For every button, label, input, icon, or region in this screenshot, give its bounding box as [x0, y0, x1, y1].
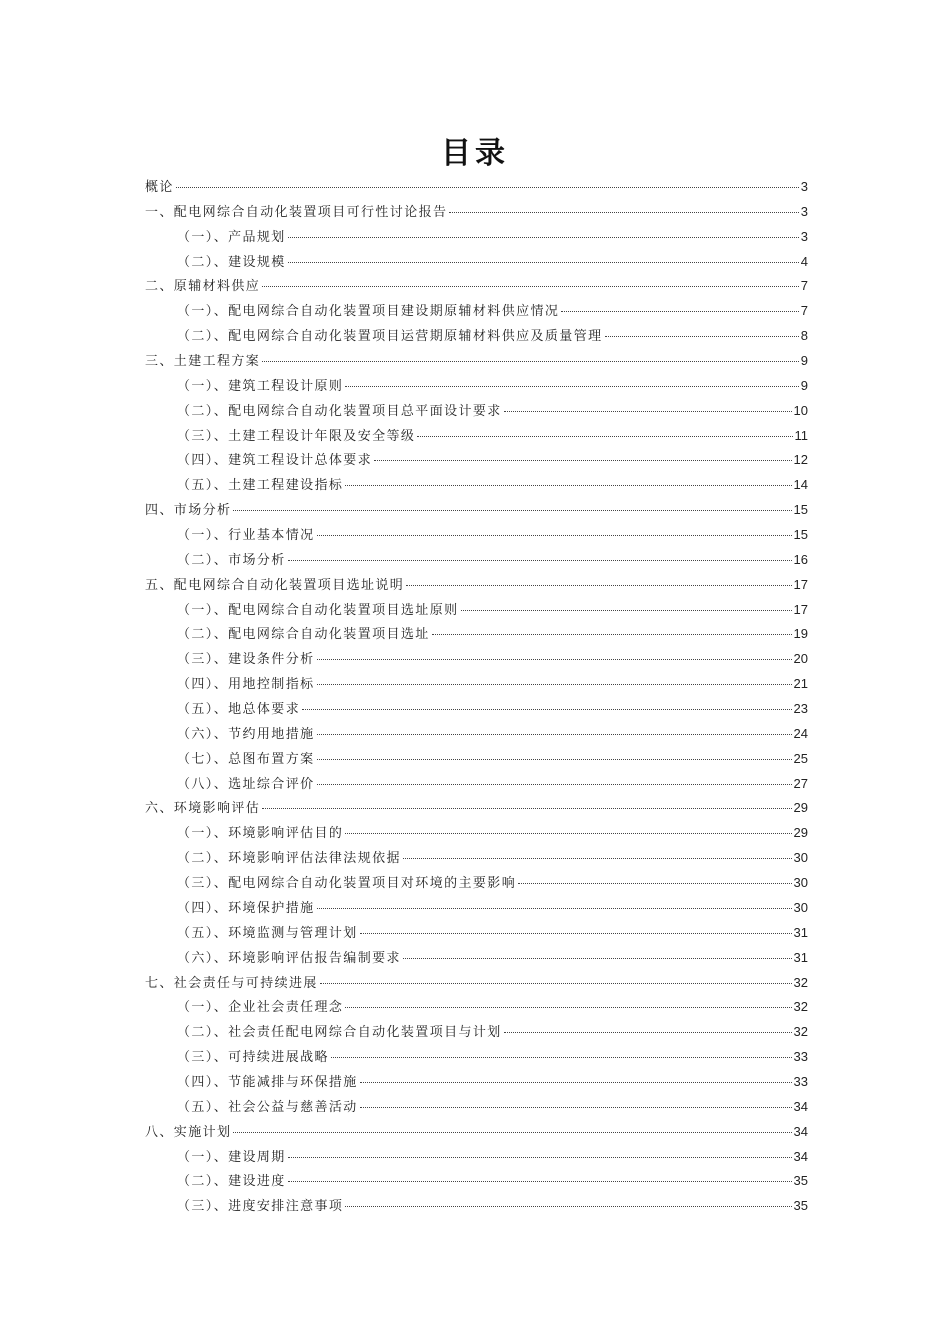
toc-page-number: 20	[793, 651, 808, 667]
dot-leader	[345, 833, 791, 834]
toc-page-number: 7	[800, 303, 808, 319]
dot-leader	[360, 1082, 792, 1083]
dot-leader	[360, 933, 792, 934]
toc-page-number: 9	[800, 353, 808, 369]
toc-entry-label: 四、市场分析	[145, 503, 232, 519]
toc-page-number: 12	[793, 452, 808, 468]
dot-leader	[403, 858, 792, 859]
dot-leader	[262, 286, 799, 287]
toc-entry-label: 概论	[145, 180, 174, 195]
toc-subentry[interactable]	[145, 374, 808, 399]
toc-subentry[interactable]	[145, 1045, 808, 1070]
toc-entry-label: 五、配电网综合自动化装置项目选址说明	[145, 577, 405, 593]
toc-page-number: 17	[793, 576, 808, 592]
dot-leader	[331, 1057, 792, 1058]
toc-subentry[interactable]	[145, 548, 808, 573]
toc-entry-label: （二）、配电网综合自动化装置项目总平面设计要求	[177, 403, 502, 419]
toc-entry-label: （一）、建筑工程设计原则	[177, 378, 344, 394]
toc-entry-label: （三）、土建工程设计年限及安全等级	[177, 428, 416, 444]
toc-entry-label: （五）、地总体要求	[177, 702, 301, 718]
toc-entry-label: 八、实施计划	[145, 1124, 232, 1140]
dot-leader	[317, 784, 792, 785]
dot-leader	[561, 311, 798, 312]
dot-leader	[233, 510, 791, 511]
dot-leader	[320, 983, 792, 984]
toc-page-number: 34	[793, 1123, 808, 1139]
dot-leader	[403, 958, 792, 959]
toc-page-number: 32	[793, 974, 808, 990]
toc-subentry[interactable]	[145, 448, 808, 473]
toc-entry-label: （二）、建设规模	[177, 254, 286, 270]
toc-entry[interactable]	[145, 349, 808, 374]
toc-page-number: 17	[793, 601, 808, 617]
toc-page-number: 9	[800, 377, 808, 393]
toc-entry[interactable]	[145, 498, 808, 523]
toc-page-number: 24	[793, 725, 808, 741]
toc-page-number: 15	[793, 502, 808, 518]
toc-subentry[interactable]	[145, 399, 808, 424]
toc-entry-label: （一）、产品规划	[177, 229, 286, 245]
toc-page-number: 34	[793, 1098, 808, 1114]
toc-page-number: 32	[793, 1024, 808, 1040]
toc-page-number: 27	[793, 775, 808, 791]
toc-entry-label: （七）、总图布置方案	[177, 751, 315, 767]
toc-entry-label: 七、社会责任与可持续进展	[145, 975, 318, 991]
toc-subentry[interactable]	[145, 1169, 808, 1194]
toc-entry[interactable]	[145, 971, 808, 996]
toc-page-number: 8	[800, 328, 808, 344]
toc-subentry[interactable]	[145, 846, 808, 871]
toc-page-number: 31	[793, 949, 808, 965]
toc-entry-label: （一）、配电网综合自动化装置项目建设期原辅材料供应情况	[177, 304, 560, 320]
toc-subentry[interactable]	[145, 697, 808, 722]
dot-leader	[605, 336, 799, 337]
dot-leader	[288, 237, 799, 238]
toc-subentry[interactable]	[145, 995, 808, 1020]
toc-entry[interactable]	[145, 175, 808, 200]
toc-entry-label: 一、配电网综合自动化装置项目可行性讨论报告	[145, 204, 448, 220]
dot-leader	[406, 585, 791, 586]
toc-entry-label: （二）、社会责任配电网综合自动化装置项目与计划	[177, 1025, 502, 1041]
toc-entry[interactable]	[145, 200, 808, 225]
toc-subentry[interactable]	[145, 299, 808, 324]
toc-subentry[interactable]	[145, 821, 808, 846]
dot-leader	[432, 634, 792, 635]
toc-subentry[interactable]	[145, 1194, 808, 1219]
toc-subentry[interactable]	[145, 523, 808, 548]
toc-subentry[interactable]	[145, 424, 808, 449]
dot-leader	[345, 386, 798, 387]
toc-subentry[interactable]	[145, 896, 808, 921]
toc-entry-label: （一）、建设周期	[177, 1149, 286, 1165]
dot-leader	[262, 808, 791, 809]
dot-leader	[345, 485, 791, 486]
toc-entry[interactable]	[145, 274, 808, 299]
toc-entry-label: （三）、建设条件分析	[177, 652, 315, 668]
dot-leader	[518, 883, 791, 884]
toc-subentry[interactable]	[145, 622, 808, 647]
toc-page-number: 16	[793, 551, 808, 567]
toc-entry-label: （六）、节约用地措施	[177, 726, 315, 742]
toc-subentry[interactable]	[145, 250, 808, 275]
dot-leader	[317, 684, 792, 685]
toc-page-number: 29	[793, 800, 808, 816]
dot-leader	[288, 1181, 792, 1182]
toc-entry-label: （五）、环境监测与管理计划	[177, 925, 358, 941]
toc-page-number: 3	[800, 203, 808, 219]
toc-entry-label: 六、环境影响评估	[145, 801, 261, 817]
dot-leader	[345, 1206, 791, 1207]
toc-title: 目录	[441, 136, 509, 171]
dot-leader	[504, 411, 792, 412]
toc-page-number: 3	[800, 228, 808, 244]
toc-page-number: 10	[793, 402, 808, 418]
toc-subentry[interactable]	[145, 1095, 808, 1120]
toc-entry[interactable]	[145, 573, 808, 598]
toc-page-number: 31	[793, 924, 808, 940]
dot-leader	[504, 1032, 792, 1033]
dot-leader	[262, 361, 799, 362]
toc-subentry[interactable]	[145, 921, 808, 946]
dot-leader	[360, 1107, 792, 1108]
toc-page-number: 35	[793, 1198, 808, 1214]
toc-entry-label: （二）、环境影响评估法律法规依据	[177, 851, 401, 867]
toc-subentry[interactable]	[145, 946, 808, 971]
toc-page-number: 23	[793, 701, 808, 717]
toc-entry[interactable]	[145, 1120, 808, 1145]
toc-entry[interactable]	[145, 796, 808, 821]
dot-leader	[374, 460, 791, 461]
toc-page-number: 33	[793, 1073, 808, 1089]
dot-leader	[317, 535, 792, 536]
toc-page-number: 21	[793, 676, 808, 692]
toc-entry-label: （三）、配电网综合自动化装置项目对环境的主要影响	[177, 876, 517, 892]
toc-page-number: 29	[793, 825, 808, 841]
toc-subentry[interactable]	[145, 747, 808, 772]
dot-leader	[317, 659, 792, 660]
dot-leader	[288, 1157, 792, 1158]
table-of-contents	[145, 175, 808, 1219]
toc-entry-label: （五）、土建工程建设指标	[177, 478, 344, 494]
toc-page-number: 25	[793, 750, 808, 766]
dot-leader	[449, 212, 798, 213]
dot-leader	[317, 759, 792, 760]
toc-entry-label: （八）、选址综合评价	[177, 776, 315, 792]
toc-entry-label: （四）、节能减排与环保措施	[177, 1074, 358, 1090]
dot-leader	[417, 436, 792, 437]
toc-page-number: 11	[794, 427, 808, 443]
dot-leader	[288, 262, 799, 263]
dot-leader	[288, 560, 792, 561]
dot-leader	[461, 610, 792, 611]
toc-page-number: 30	[793, 899, 808, 915]
toc-subentry[interactable]	[145, 1145, 808, 1170]
toc-entry-label: （三）、进度安排注意事项	[177, 1199, 344, 1215]
toc-page-number: 34	[793, 1148, 808, 1164]
toc-subentry[interactable]	[145, 225, 808, 250]
toc-page-number: 15	[793, 527, 808, 543]
dot-leader	[317, 908, 792, 909]
toc-entry-label: （二）、配电网综合自动化装置项目运营期原辅材料供应及质量管理	[177, 329, 603, 345]
dot-leader	[317, 734, 792, 735]
toc-entry-label: （四）、建筑工程设计总体要求	[177, 453, 373, 469]
toc-page-number: 7	[800, 278, 808, 294]
toc-entry-label: 二、原辅材料供应	[145, 279, 261, 295]
toc-entry-label: （四）、环境保护措施	[177, 900, 315, 916]
toc-entry-label: （二）、市场分析	[177, 552, 286, 568]
toc-page-number: 19	[793, 626, 808, 642]
dot-leader	[345, 1007, 791, 1008]
toc-entry-label: （六）、环境影响评估报告编制要求	[177, 950, 401, 966]
toc-subentry[interactable]	[145, 598, 808, 623]
toc-subentry[interactable]	[145, 473, 808, 498]
toc-entry-label: （五）、社会公益与慈善活动	[177, 1099, 358, 1115]
toc-page-number: 30	[793, 875, 808, 891]
toc-page-number: 33	[793, 1049, 808, 1065]
dot-leader	[233, 1132, 791, 1133]
toc-entry-label: （二）、配电网综合自动化装置项目选址	[177, 627, 430, 643]
toc-page-number: 30	[793, 850, 808, 866]
toc-page-number: 14	[793, 477, 808, 493]
toc-entry-label: （一）、配电网综合自动化装置项目选址原则	[177, 602, 459, 618]
toc-subentry[interactable]	[145, 1020, 808, 1045]
dot-leader	[176, 187, 799, 188]
toc-entry-label: （一）、行业基本情况	[177, 528, 315, 544]
toc-subentry[interactable]	[145, 324, 808, 349]
toc-subentry[interactable]	[145, 1070, 808, 1095]
toc-entry-label: （三）、可持续进展战略	[177, 1050, 329, 1066]
toc-page-number: 3	[800, 179, 808, 194]
toc-page-number: 4	[800, 253, 808, 269]
toc-entry-label: （一）、企业社会责任理念	[177, 1000, 344, 1016]
toc-page-number: 35	[793, 1173, 808, 1189]
toc-entry-label: （二）、建设进度	[177, 1174, 286, 1190]
toc-entry-label: 三、土建工程方案	[145, 354, 261, 370]
toc-page-number: 32	[793, 999, 808, 1015]
toc-subentry[interactable]	[145, 672, 808, 697]
toc-subentry[interactable]	[145, 647, 808, 672]
toc-entry-label: （四）、用地控制指标	[177, 677, 315, 693]
toc-subentry[interactable]	[145, 772, 808, 797]
dot-leader	[302, 709, 791, 710]
toc-subentry[interactable]	[145, 871, 808, 896]
toc-entry-label: （一）、环境影响评估目的	[177, 826, 344, 842]
toc-subentry[interactable]	[145, 722, 808, 747]
